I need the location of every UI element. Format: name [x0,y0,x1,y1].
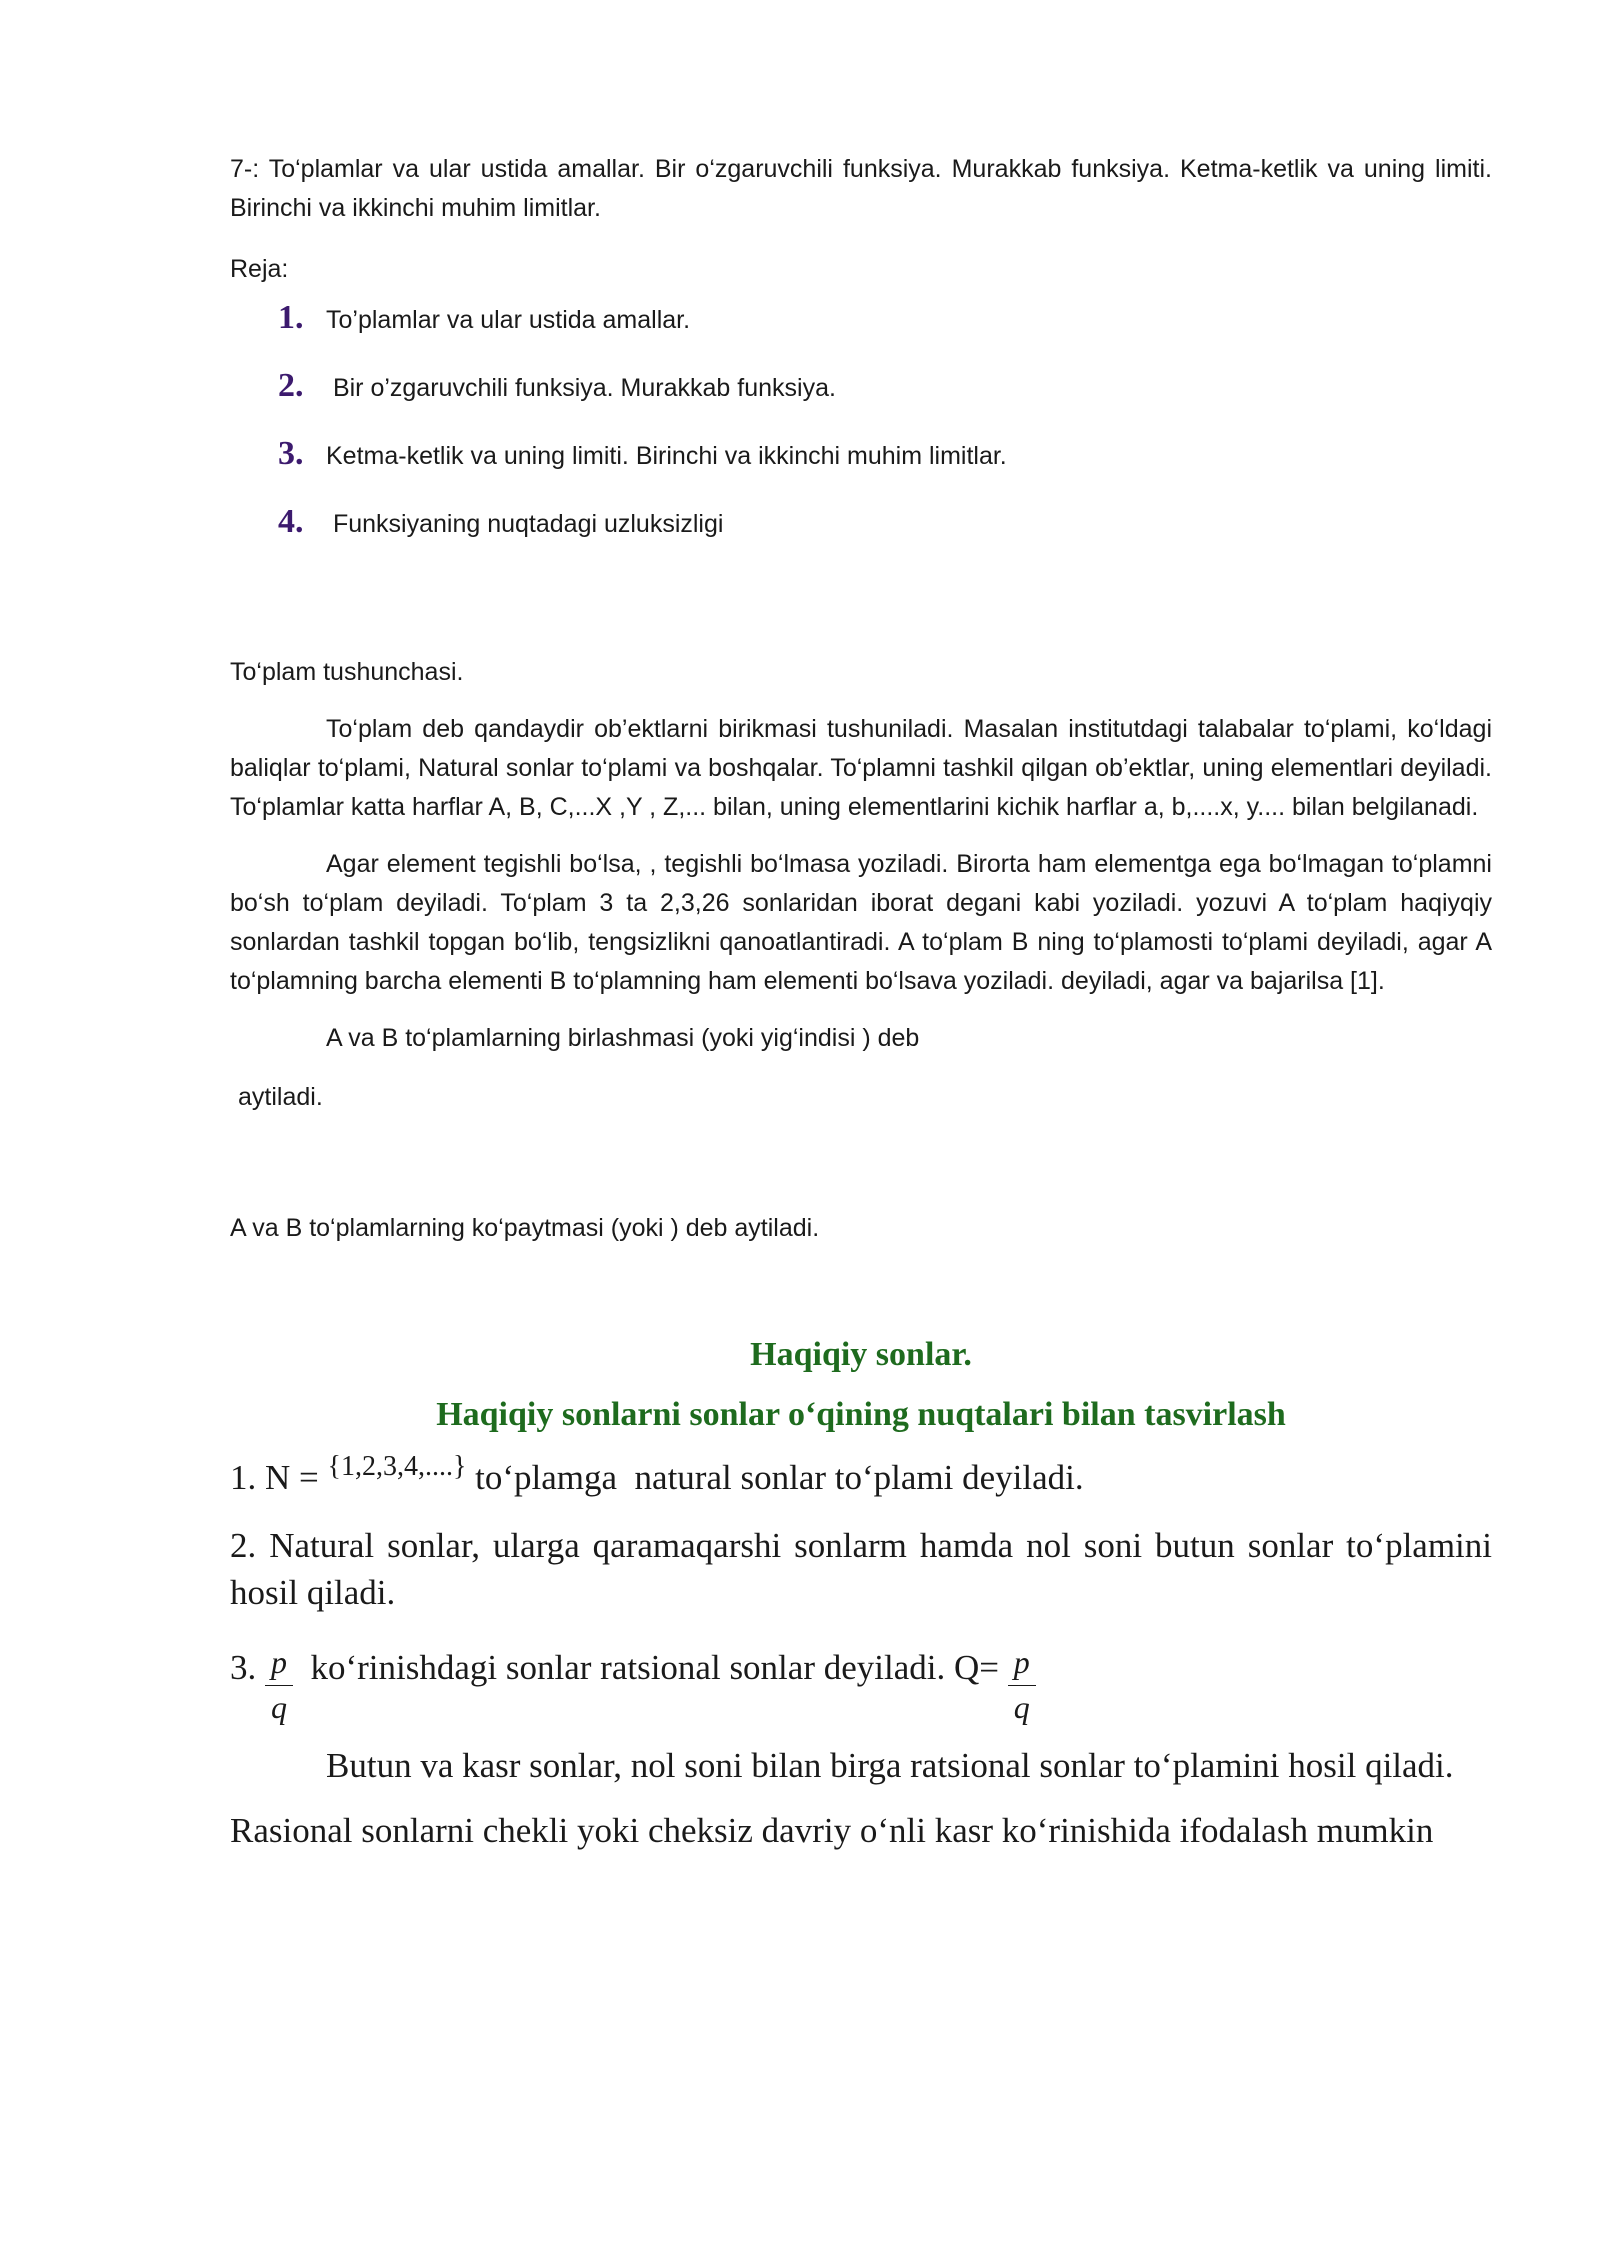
section-title-set-concept: To‘plam tushunchasi. [230,658,464,686]
fraction-denominator: q [271,1689,287,1725]
paragraph-decimal-representation: Rasional sonlarni chekli yoki cheksiz davriy o‘nli kasr ko‘rinishida ifodalash mumkin [230,1811,1434,1850]
paragraph-rational-set: Butun va kasr sonlar, nol soni bilan birga ratsional sonlar to‘plamini hosil qiladi. [326,1746,1454,1785]
paragraph-union: A va B to‘plamlarning birlashmasi (yoki yig‘indisi ) deb [326,1024,920,1052]
item-rational-prefix: 3. [230,1648,265,1687]
plan-item-text: Funksiyaning nuqtadagi uzluksizligi [326,510,724,538]
plan-item-number: 1. [278,299,304,336]
paragraph-set-membership: Agar element tegishli bo‘lsa, , tegishli bo‘lmasa yoziladi. Birorta ham elementga ega bo‘lmagan to‘plamni bo‘sh to‘plam deyiladi. To‘plam 3 ta 2,3,26 sonlaridan iborat degani kabi yoziladi. yozuvi A to‘plam haqiyqiy sonlardan tashkil topgan bo‘lib, tengsizlikni qanoatlantiradi. A to‘plam B ning to‘plamosti to‘plami deyiladi, agar A to‘plamning barcha elementi B to‘plamning ham elementi bo‘lsava yoziladi. deyiladi, agar va bajarilsa [1]. [230,850,1492,995]
plan-item [278,435,1492,503]
fraction-p-over-q-set [1008,1645,1036,1724]
item-rational-numbers [230,1644,1492,1724]
paragraph-set-definition: To‘plam deb qandaydir ob’ektlarni birikmasi tushuniladi. Masalan institutdagi talabalar to‘plami, ko‘ldagi baliqlar to‘plami, Natural sonlar to‘plami va boshqalar. To‘plamni tashkil qilgan ob’ektlar, uning elementlari deyiladi. To‘plamlar katta harflar A, B, C,...X ,Y , Z,... bilan, uning elementlarini kichik harflar a, b,....x, y.... bilan belgilanadi. [230,715,1492,821]
plan-item-number: 4. [278,503,304,540]
lecture-heading: 7-: To‘plamlar va ular ustida amallar. Bir o‘zgaruvchili funksiya. Murakkab funksiya. Ketma-ketlik va uning limiti. Birinchi va ikkinchi muhim limitlar. [230,155,1492,222]
natural-set-formula: {1,2,3,4,....} [327,1451,467,1482]
plan-label: Reja: [230,255,289,283]
section-title-real-numbers: Haqiqiy sonlar. [750,1336,972,1373]
section-subtitle-number-line: Haqiqiy sonlarni sonlar o‘qining nuqtalari bilan tasvirlash [436,1396,1286,1433]
plan-item [278,367,1492,435]
plan-item [278,299,1492,367]
plan-item-text: To’plamlar va ular ustida amallar. [326,306,691,334]
item-natural-suffix: to‘plamga natural sonlar to‘plami deyiladi. [466,1458,1084,1497]
paragraph-union-end: aytiladi. [238,1083,323,1111]
fraction-numerator: p [265,1645,293,1686]
plan-item-text: Ketma-ketlik va uning limiti. Birinchi va ikkinchi muhim limitlar. [326,442,1007,470]
document-page [230,150,1492,1854]
plan-item-number: 2. [278,367,304,404]
item-rational-middle: ko‘rinishdagi sonlar ratsional sonlar deyiladi. Q= [293,1648,1008,1687]
plan-item [278,503,1492,571]
paragraph-intersection: A va B to‘plamlarning ko‘paytmasi (yoki ) deb aytiladi. [230,1214,820,1242]
item-natural-prefix: 1. N = [230,1458,328,1497]
plan-item-number: 3. [278,435,304,472]
fraction-p-over-q [265,1645,293,1724]
item-natural-numbers [230,1451,1492,1504]
plan-item-text: Bir o’zgaruvchili funksiya. Murakkab funksiya. [326,374,836,402]
plan-list [230,299,1492,571]
fraction-denominator: q [1013,1689,1030,1725]
item-integers: 2. Natural sonlar, ularga qaramaqarshi sonlarm hamda nol soni butun sonlar to‘plamini hosil qiladi. [230,1526,1492,1612]
fraction-numerator: p [1008,1645,1036,1686]
